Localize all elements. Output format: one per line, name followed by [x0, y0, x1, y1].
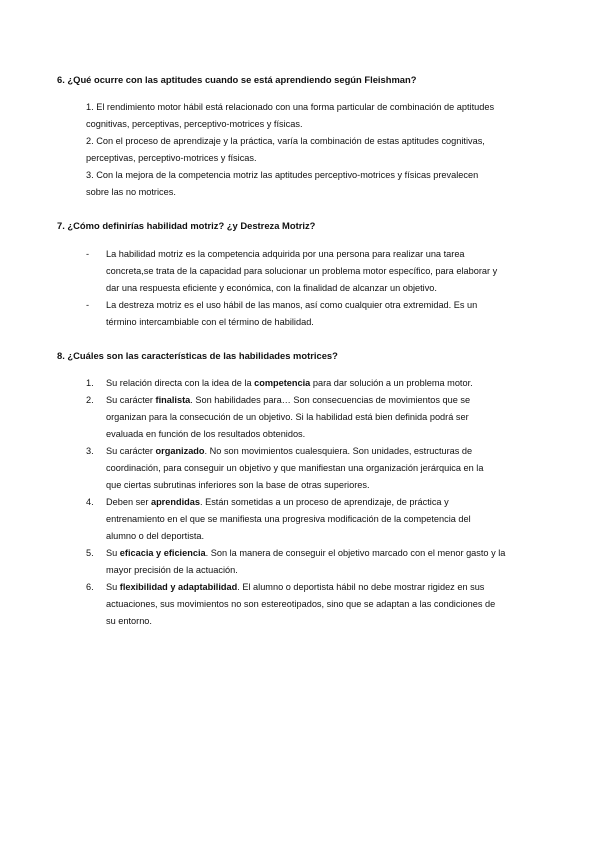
key-term: finalista [155, 395, 191, 405]
list-item [86, 579, 546, 630]
dash-bullet: - [86, 249, 90, 259]
answer-line: actuaciones, sus movimientos no son estereotipados, sino que se adaptan a las condiciones de [106, 599, 496, 609]
dash-bullet: - [86, 300, 90, 310]
answer-line: alumno o del deportista. [106, 531, 205, 541]
answer-line: La destreza motriz es el uso hábil de las manos, así como cualquier otra extremidad. Es un [106, 300, 478, 310]
answer-line: organizan para la consecución de un objetivo. Si la habilidad está bien definida podrá ser [106, 412, 469, 422]
answer-line: 3. Con la mejora de la competencia motriz las aptitudes perceptivo-motrices y físicas prevalecen [86, 170, 479, 180]
question-6-heading: 6. ¿Qué ocurre con las aptitudes cuando se está aprendiendo según Fleishman? [57, 74, 417, 85]
answer-line: La habilidad motriz es la competencia adquirida por una persona para realizar una tarea [106, 249, 465, 259]
key-term: eficacia y eficiencia [119, 548, 206, 558]
answer-line: sobre las no motrices. [86, 187, 176, 197]
answer-line: Deben ser aprendidas. Están sometidas a un proceso de aprendizaje, de práctica y [106, 497, 449, 507]
list-item [86, 392, 546, 443]
answer-line: 1. El rendimiento motor hábil está relacionado con una forma particular de combinación de aptitudes [86, 102, 495, 112]
answer-line: Su relación directa con la idea de la competencia para dar solución a un problema motor. [106, 378, 473, 388]
key-term: aprendidas [150, 497, 200, 507]
list-item [86, 443, 546, 494]
answer-line: Su carácter finalista. Son habilidades para… Son consecuencias de movimientos que se [106, 395, 471, 405]
list-item [86, 545, 546, 579]
answer-line: Su carácter organizado. No son movimientos cualesquiera. Son unidades, estructuras de [106, 446, 473, 456]
answer-line: dar una respuesta eficiente y económica, con la finalidad de alcanzar un objetivo. [106, 283, 437, 293]
answer-line: evaluada en función de los resultados obtenidos. [106, 429, 306, 439]
answer-line: coordinación, para conseguir un objetivo y que manifiestan una organización jerárquica en la [106, 463, 484, 473]
answer-line: concreta,se trata de la capacidad para solucionar un problema motor específico, para elaborar y [106, 266, 498, 276]
answer-line: 2. Con el proceso de aprendizaje y la práctica, varía la combinación de estas aptitudes cognitivas, [86, 136, 485, 146]
list-number: 3. [86, 446, 94, 456]
question-6-answer [86, 99, 526, 201]
answer-line: Su eficacia y eficiencia. Son la manera de conseguir el objetivo marcado con el menor gasto y la [106, 548, 506, 558]
key-term: competencia [254, 378, 311, 388]
list-item [86, 375, 546, 392]
answer-line: perceptivas, perceptivo-motrices y físicas. [86, 153, 257, 163]
key-term: organizado [155, 446, 205, 456]
answer-line: entrenamiento en el que se manifiesta una progresiva modificación de la competencia del [106, 514, 471, 524]
question-8-answer-list [86, 375, 546, 630]
list-number: 6. [86, 582, 94, 592]
answer-line: cognitivas, perceptivas, perceptivo-motrices y físicas. [86, 119, 303, 129]
list-number: 5. [86, 548, 94, 558]
answer-line: que ciertas subrutinas inferiores son la base de otras superiores. [106, 480, 370, 490]
answer-line: término intercambiable con el término de habilidad. [106, 317, 314, 327]
key-term: flexibilidad y adaptabilidad [119, 582, 238, 592]
list-item [86, 246, 526, 297]
list-item [86, 297, 526, 331]
answer-line: su entorno. [106, 616, 152, 626]
question-7-answer-list [86, 246, 526, 331]
question-8-heading: 8. ¿Cuáles son las características de las habilidades motrices? [57, 350, 338, 361]
answer-line: Su flexibilidad y adaptabilidad. El alumno o deportista hábil no debe mostrar rigidez en sus [106, 582, 485, 592]
list-number: 4. [86, 497, 94, 507]
list-number: 1. [86, 378, 94, 388]
list-number: 2. [86, 395, 94, 405]
question-7-heading: 7. ¿Cómo definirías habilidad motriz? ¿y Destreza Motriz? [57, 220, 316, 231]
answer-line: mayor precisión de la actuación. [106, 565, 238, 575]
list-item [86, 494, 546, 545]
